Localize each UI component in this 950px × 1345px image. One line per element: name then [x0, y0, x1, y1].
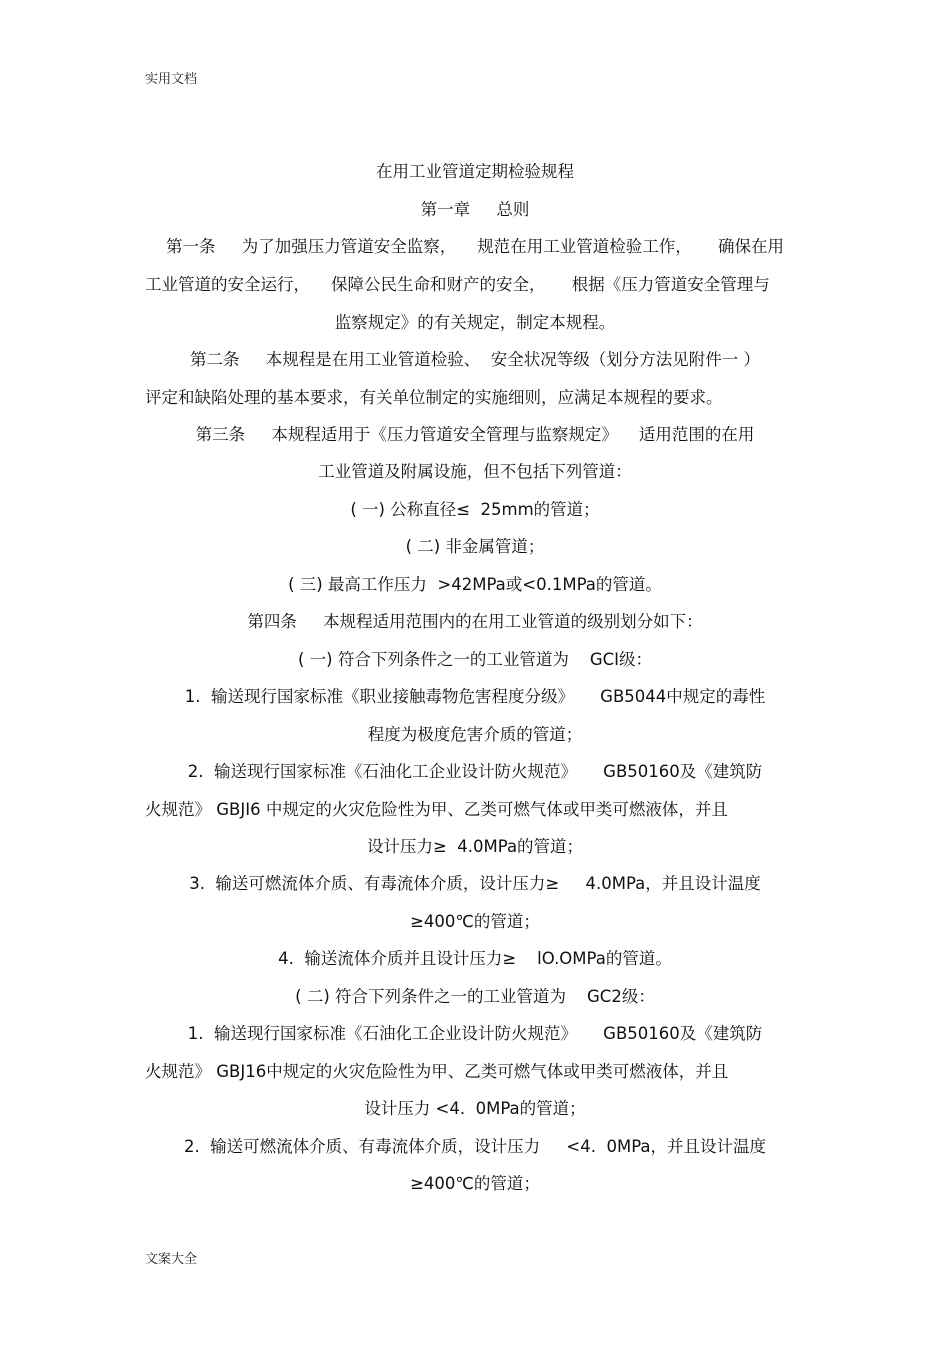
- text-line: 第二条 本规程是在用工业管道检验、 安全状况等级（划分方法见附件一 ）: [190, 350, 760, 369]
- text-line: 监察规定》的有关规定，制定本规程。: [334, 313, 616, 332]
- text-line: 4. 输送流体介质并且设计压力≥ lO.OMPa的管道。: [278, 949, 672, 968]
- text-line: ( 一) 公称直径≤ 25mm的管道；: [350, 500, 600, 519]
- document-title: 在用工业管道定期检验规程: [376, 162, 574, 181]
- text-line: 3. 输送可燃流体介质、有毒流体介质，设计压力≥ 4.0MPa，并且设计温度: [189, 874, 761, 893]
- text-line: 第三条 本规程适用于《压力管道安全管理与监察规定》 适用范围的在用: [195, 425, 755, 444]
- text-line: 1. 输送现行国家标准《石油化工企业设计防火规范》 GB50160及《建筑防: [187, 1024, 763, 1043]
- text-line: 评定和缺陷处理的基本要求，有关单位制定的实施细则，应满足本规程的要求。: [145, 388, 723, 407]
- text-line: 工业管道及附属设施，但不包括下列管道：: [318, 462, 632, 481]
- text-line: ≥400℃的管道；: [410, 912, 540, 931]
- text-line: 程度为极度危害介质的管道；: [367, 725, 583, 744]
- text-line: 设计压力≥ 4.0MPa的管道；: [366, 837, 584, 856]
- text-line: ( 二) 非金属管道；: [405, 537, 545, 556]
- text-line: 1. 输送现行国家标准《职业接触毒物危害程度分级》 GB5044中规定的毒性: [184, 687, 766, 706]
- chapter-heading: 第一章 总则: [420, 200, 530, 219]
- text-line: ≥400℃的管道；: [410, 1174, 540, 1193]
- page-header: 实用文档: [145, 72, 198, 87]
- page-footer: 文案大全: [145, 1252, 198, 1267]
- text-line: 火规范》 GBJ16中规定的火灾危险性为甲、乙类可燃气体或甲类可燃液体，并且: [145, 1062, 729, 1081]
- text-line: 2. 输送现行国家标准《石油化工企业设计防火规范》 GB50160及《建筑防: [187, 762, 763, 781]
- text-line: 设计压力 <4. 0MPa的管道；: [364, 1099, 586, 1118]
- text-line: ( 二) 符合下列条件之一的工业管道为 GC2级：: [295, 987, 655, 1006]
- text-line: 火规范》 GBJI6 中规定的火灾危险性为甲、乙类可燃气体或甲类可燃液体，并且: [145, 800, 728, 819]
- text-line: 2. 输送可燃流体介质、有毒流体介质，设计压力 <4. 0MPa，并且设计温度: [183, 1137, 767, 1156]
- text-line: ( 三) 最高工作压力 >42MPa或<0.1MPa的管道。: [288, 575, 662, 594]
- text-line: 第一条 为了加强压力管道安全监察， 规范在用工业管道检验工作， 确保在用: [166, 237, 784, 256]
- text-line: 第四条 本规程适用范围内的在用工业管道的级别划分如下：: [247, 612, 703, 631]
- text-line: 工业管道的安全运行， 保障公民生命和财产的安全， 根据《压力管道安全管理与: [145, 275, 770, 294]
- text-line: ( 一) 符合下列条件之一的工业管道为 GCI级：: [297, 650, 653, 669]
